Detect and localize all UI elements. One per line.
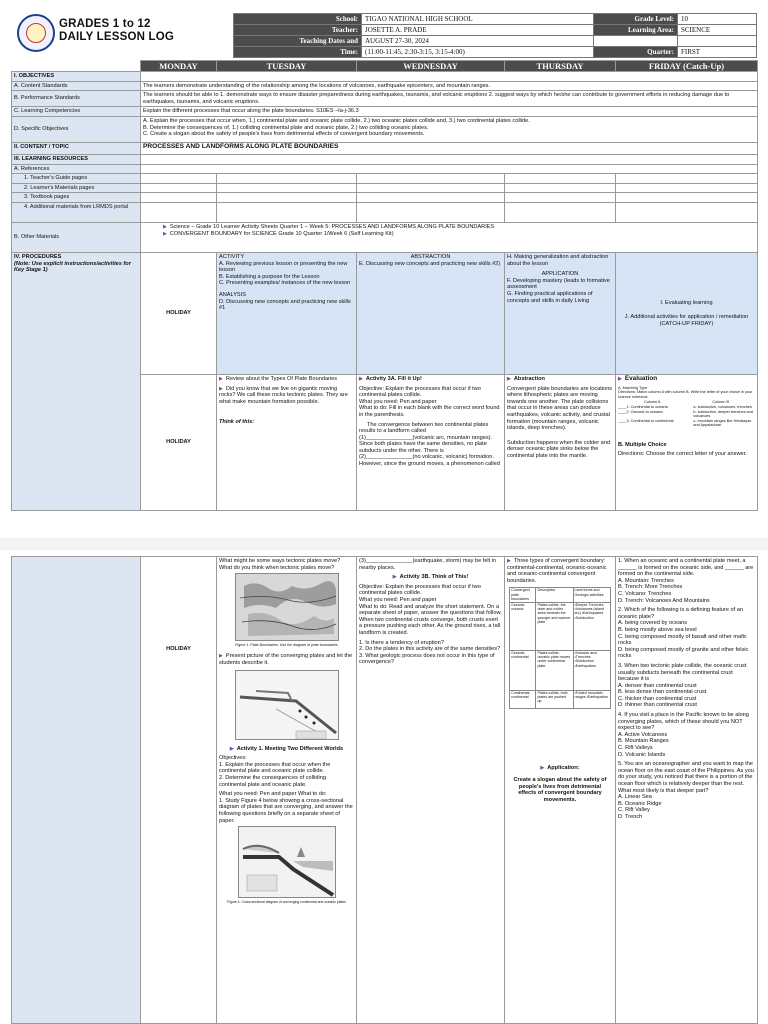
monday-holiday-3: HOLIDAY (141, 557, 217, 1024)
specific-objective-a: A. Explain the processes that occur when, 1.) continental plate and oceanic plate collide, 2.) two oceanic plates collide and, 3.) two continental plates collide. (143, 117, 530, 124)
deped-seal-icon (17, 14, 55, 52)
lesson-log-table-continued (11, 556, 758, 1024)
school-label: School: (234, 14, 362, 25)
friday-body-part1: ▶ Evaluation A. Matching Type Directions: Match column A with column B. Write the letter of your choice in your science notebook. Column A Column B ____1. Continental to oceanic a. subduction, volcanoes, trenches ____2. Oceanic to oceanic b. subduction, deeper trenches and volcanoes ____3. Continental to continental c. mountain ranges like Himalayas and Appalachian B. Multiple Choice Directions: Choose the correct letter of your answer. (616, 374, 758, 510)
textbook-label: 3. Textbook pages (12, 193, 141, 203)
wednesday-body-part2: (3)_______________(earthquake, storm) may be felt in nearby places. ▶ Activity 3B. Think of This! Objective: Explain the processes that occur if two continental plates collide. What you need: Pen and paper What to do: Read and analyze the short statement. On a separate sheet of paper, answer the questions that follow. When two continental crusts converge, both crusts exert a pressure pushing each other. As the ground rises, a tall landform is created. 1. Is there a tendency of eruption? 2. Do the plates in this activity are of the same densities? 3. What geologic process does not occur in this type of convergence? (357, 557, 505, 1024)
grade-value: 10 (678, 14, 757, 25)
friday-heading: I. Evaluating learning J. Additional activities for application / remediation (CATCH-UP FRIDAY) (616, 252, 758, 374)
objectives-section: I. OBJECTIVES (12, 72, 141, 82)
thursday-body-part2: ▶ Three types of convergent boundary: continental-continental, oceanic-oceanic and oceanic-continental convergent boundaries. Convergent plate boundaries Description Land forms and Geologic activities Oceanic-oceanic Plates collide, the older and colder sinks beneath the younger and warmer plate. •Deeper Trenches •Volcanoes (island arc) •Earthquakes •Subduction Oceanic-continental Plates collide, oceanic plate moves under continental plate. •Volcanic arcs •Trenches •Subduction •Earthquakes Continental-continental Plates collide, both plates are pushed up. •Folded mountain ranges •Earthquakes ▶ Application: Create a slogan about the safety of people's lives from detrimental effects of convergent boundary movements. (505, 557, 616, 1024)
converging-plates-diagram (235, 670, 339, 740)
day-tuesday: TUESDAY (217, 61, 357, 72)
specific-objectives-label: D. Specific Objectives (12, 116, 141, 142)
page-separator (0, 538, 768, 550)
dates-value: AUGUST 27-30, 2024 (362, 36, 594, 47)
application-task: Create a slogan about the safety of people's lives from detrimental effects of convergent boundary movements. (513, 777, 607, 803)
title-line-2: DAILY LESSON LOG (59, 31, 175, 43)
cross-section-diagram (238, 826, 336, 898)
performance-standards: The learners should be able to 1. demonstrate ways to ensure disaster preparedness during earthquakes, tsunamis, and volcanic eruptions 2. suggest ways by which he/she can contribute to government efforts in reducing damage due to earthquakes, tsunamis, and volcanic eruptions. (141, 91, 758, 107)
other-materials (141, 222, 758, 252)
grade-label: Grade Level: (594, 14, 678, 25)
performance-standards-label: B. Performance Standards (12, 91, 141, 107)
day-header-row (12, 61, 758, 72)
abstraction-point-2-start: Subduction happens when the colder and denser oceanic plate sinks below the continental plate into the mantle. (507, 439, 610, 459)
additional-materials-label: 4. Additional materials from LRMDS portal (12, 202, 141, 222)
other-material-1: ▶ Science – Grade 10 Learner Activity Sheets Quarter 1 – Week 5: PROCESSES AND LANDFORMS ALONG PLATE BOUNDARIES (163, 224, 755, 231)
other-materials-label: B. Other Materials (12, 222, 141, 252)
learning-competencies: Explain the different processes that occur along the plate boundaries. S10ES –Ia-j-36.3 (141, 107, 758, 117)
content-topic: PROCESSES AND LANDFORMS ALONG PLATE BOUNDARIES (141, 142, 758, 154)
teachers-guide-label: 1. Teacher's Guide pages (12, 174, 141, 184)
tuesday-body-part1: ▶ Review about the Types Of Plate Boundaries ▶ Did you know that we live on gigantic moving rocks? We call these rocks tectonic plates. They are what make mountain formation possible. Think of this: (217, 374, 357, 510)
specific-objective-b: B. Determine the consequences of, 1.) colliding continental plate and oceanic plate, 2.) two colliding oceanic plates. (143, 124, 429, 131)
day-thursday: THURSDAY (505, 61, 616, 72)
learning-resources-section: III. LEARNING RESOURCES (12, 154, 141, 164)
page-1 (11, 10, 757, 530)
references-label: A. References (12, 164, 141, 174)
page-2 (11, 556, 757, 1024)
thursday-heading: H. Making generalization and abstraction about the lesson APPLICATION F. Developing mastery (leads to formative assessment G. Finding practical applications of concepts and skills in daily Living (505, 252, 616, 374)
day-wednesday: WEDNESDAY (357, 61, 505, 72)
time-value: (11:00-11:45, 2:30-3:15, 3:15-4:00) (362, 47, 594, 58)
convergent-boundary-table: Convergent plate boundaries Description Land forms and Geologic activities Oceanic-oceanic Plates collide, the older and colder sinks beneath the younger and warmer plate. •Deeper Trenches •Volcanoes (island arc) •Earthquakes •Subduction Oceanic-continental Plates collide, oceanic plate moves under continental plate. •Volcanic arcs •Trenches •Subduction •Earthquakes Continental-continental Plates collide, both plates are pushed up. •Folded mountain ranges •Earthquakes (509, 587, 611, 708)
area-label: Learning Area: (594, 25, 678, 36)
monday-holiday-1: HOLIDAY (141, 252, 217, 374)
header (11, 10, 757, 60)
friday-body-part2: 1. When an oceanic and a continental plate meet, a ______ is formed on the oceanic side, and ______ are formed on the continental side. A. Mountain: Trenches B. Trench: More Trenches C. Volcano: Trenches D. Trench: Volcanoes And Mountains 2. Which of the following is a defining feature of an oceanic plate? A. being covered by oceans B. being mostly above sea level C. being composed mostly of basalt and other mafic rocks D. being composed mostly of granite and other felsic rocks 3. When two tectonic plate collide, the oceanic crust usually subducts beneath the continental crust because it is A. denser than continental crust B. less dense than continental crust C. thicker than continental crust D. thinner than continental crust 4. If you visit a place in the Pacific known to be along converging plates, which of these should you NOT expect to see? A. Active Volcanoes B. Mountain Ranges C. Rift Valleys D. Volcanic Islands 5. You are an oceanographer and you want to map the ocean floor on the east coast of the Philippines. As you do your study, you noticed that there is a portion of the ocean floor which is relatively deeper than the rest. What most likely is that deeper part? A. Linear Sea B. Oceanic Ridge C. Rift Valley D. Trench (616, 557, 758, 1024)
monday-holiday-2: HOLIDAY (141, 374, 217, 510)
other-material-2: ▶ CONVERGENT BOUNDARY for SCIENCE Grade 10 Quarter 1/Week 6 (Self Learning Kit) (163, 231, 755, 238)
day-friday: FRIDAY (Catch-Up) (616, 61, 758, 72)
dates-label: Teaching Dates and (234, 36, 362, 47)
specific-objective-c: C. Create a slogan about the safety of people's lives from detrimental effects of convergent boundary movements. (143, 131, 425, 138)
area-value: SCIENCE (678, 25, 757, 36)
thursday-body-part1: ▶ Abstraction Convergent plate boundaries are locations where lithospheric plates are moving towards one another. The plate collisions that occur in these areas can produce earthquakes, volcanic activity, and crustal formation (mountain ranges, volcanic islands, deep trenches). Subduction happens when the colder and denser oceanic plate sinks below the continental plate into the mantle. (505, 374, 616, 510)
lesson-log-table (11, 60, 758, 511)
content-standards: The learners demonstrate understanding of the relationship among the locations of volcanoes, earthquake epicenters, and mountain ranges. (141, 81, 758, 91)
wednesday-heading: ABSTRACTION E. Discussing new concepts and practicing new skills #2) (357, 252, 505, 374)
wednesday-body-part1: ▶ Activity 3A. Fill it Up! Objective: Explain the processes that occur if two continental plates collide. What you need: Pen and paper What to do: Fill in each blank with the correct word found in the parenthesis. The convergence between two continental plates results to a landform called (1)_______________(volcanic arc, mountain ranges). Since both plates have the same densities, no plate subducts under the other. There is (2)_______________(no volcanic, volcanic) formation. However, since the ground moves, a phenomenon called (357, 374, 505, 510)
teacher-value: JOSETTE A. PRADE (362, 25, 594, 36)
school-value: TIGAO NATIONAL HIGH SCHOOL (362, 14, 594, 25)
tuesday-heading: ACTIVITY A. Reviewing previous lesson or presenting the new lesson B. Establishing a purpose for the Lesson C. Presenting examples/ instances of the new lesson ANALYSIS D. Discussing new concepts and practicing new skills #1 (217, 252, 357, 374)
learning-competencies-label: C. Learning Competencies (12, 107, 141, 117)
content-topic-label: II. CONTENT / TOPIC (12, 142, 141, 154)
abstraction-point-1: Convergent plate boundaries are locations where lithospheric plates are moving towards one another. The plate collisions that occur in these areas can produce earthquakes, volcanic activity, and crustal formation (mountain ranges, volcanic islands, deep trenches). (507, 385, 613, 432)
title-line-1: GRADES 1 to 12 (59, 18, 151, 30)
procedures-label: IV. PROCEDURES (Note: Use explicit instructions/activities for Key Stage 1) (12, 252, 141, 510)
header-info-table (233, 13, 757, 58)
teacher-label: Teacher: (234, 25, 362, 36)
procedures-note: (Note: Use explicit instructions/activities for Key Stage 1) (14, 260, 131, 274)
quarter-label: Quarter: (594, 47, 678, 58)
abstraction-point-3: ▶ Three types of convergent boundary: continental-continental, oceanic-oceanic and oceanic-continental convergent boundaries. (507, 558, 613, 584)
content-standards-label: A. Content Standards (12, 81, 141, 91)
time-label: Time: (234, 47, 362, 58)
specific-objectives (141, 116, 758, 142)
matching-type: A. Matching Type Directions: Match column A with column B. Write the letter of your choice in your science notebook. Column A Column B ____1. Continental to oceanic a. subduction, volcanoes, trenches ____2. Oceanic to oceanic b. subduction, deeper trenches and volcanoes ____3. Continental to continental c. mountain ranges like Himalayas and Appalachian (618, 385, 753, 428)
quarter-value: FIRST (678, 47, 757, 58)
learners-materials-label: 2. Learner's Materials pages (12, 183, 141, 193)
plate-boundaries-map (235, 573, 339, 641)
tuesday-body-part2: What might be some ways tectonic plates move? What do you think when tectonic plates move? Figure 1. Plate Boundaries. Use the diagram of plate boundaries ▶ Present picture of the converging plates and let the students describe it. ▶ Activity 1. Meeting Two Different Worlds Objectives: 1. Explain the processes that occur when the continental plate and oceanic plate collide. 2. Determine the consequences of colliding continental plate and oceanic plate. What you need: Pen and paper What to do: 1. Study Figure 4 below showing a cross-sectional diagram of plates that are converging, and answer the following questions briefly on a separate sheet of paper. Figure 4. Cross-sectional diagram of converging continental and oceanic plates (217, 557, 357, 1024)
day-monday: MONDAY (141, 61, 217, 72)
